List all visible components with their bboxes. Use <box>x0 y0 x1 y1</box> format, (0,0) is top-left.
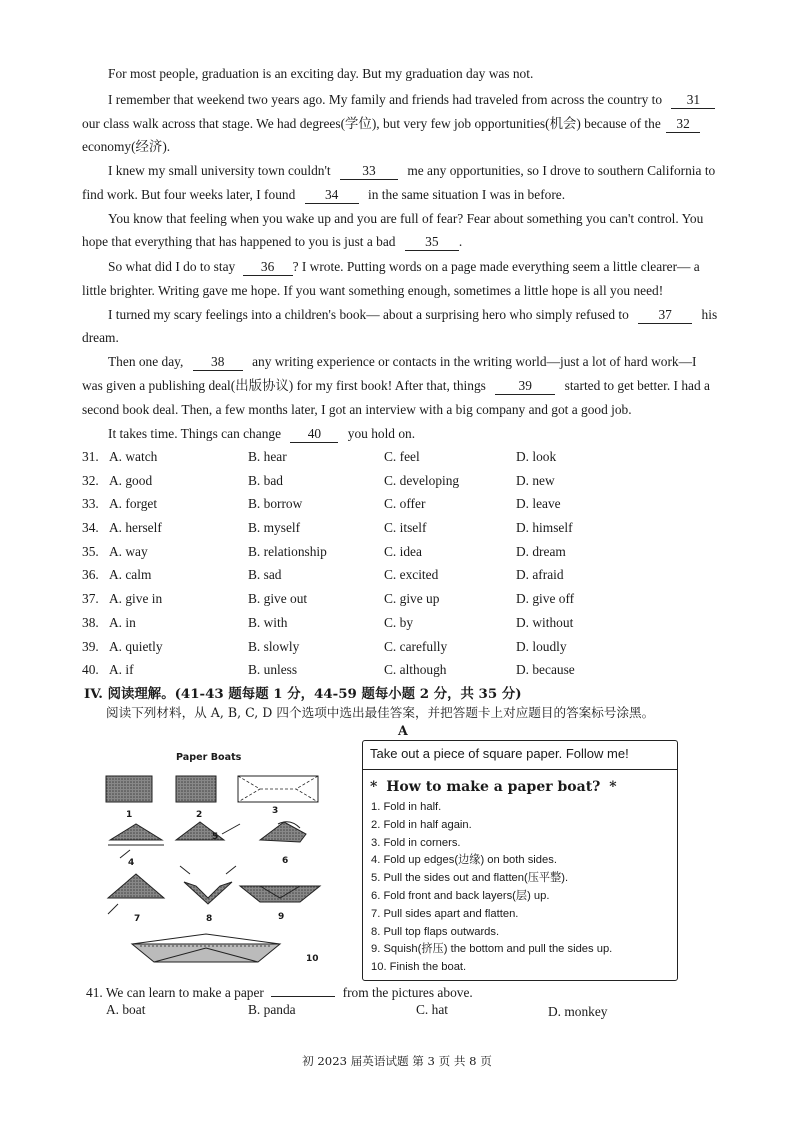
p5-text-c: little brighter. Writing gave me hope. If you want something enough, sometimes a little hope is all you need! <box>82 283 664 298</box>
q41-stem-a: 41. We can learn to make a paper <box>86 985 264 1000</box>
question-number: 35. <box>82 544 99 559</box>
instructions-box <box>362 740 678 981</box>
option-d[interactable]: D. without <box>516 615 574 630</box>
option-a[interactable]: A. calm <box>109 567 152 582</box>
q41-stem-b: from the pictures above. <box>342 985 473 1000</box>
paragraph-2-line-2 <box>82 116 700 133</box>
option-d[interactable]: D. new <box>516 473 555 488</box>
step-number-10: 10 <box>306 954 319 964</box>
option-c[interactable]: C. carefully <box>384 639 448 654</box>
step-10-drawing <box>132 934 280 962</box>
blank-35: 35 <box>405 234 459 251</box>
paragraph-4-line-2 <box>82 234 462 251</box>
paragraph-7-line-2 <box>82 378 710 395</box>
option-a[interactable]: A. watch <box>109 449 158 464</box>
paragraph-3-line-2 <box>82 187 565 204</box>
option-c[interactable]: C. give up <box>384 591 440 606</box>
p1-text: For most people, graduation is an exciting day. But my graduation day was not. <box>108 66 534 81</box>
blank-38: 38 <box>193 354 243 371</box>
paragraph-3-line-1 <box>108 163 715 180</box>
figure-title: Paper Boats <box>176 752 242 763</box>
paragraph-6-line-1 <box>108 307 717 324</box>
step-number-5: 5 <box>212 832 219 842</box>
section-instruction: 阅读下列材料，从 A, B, C, D 四个选项中选出最佳答案，并把答题卡上对应题目的答案标号涂黑。 <box>106 705 655 720</box>
step-6-drawing <box>260 822 306 842</box>
option-b[interactable]: B. sad <box>248 567 282 582</box>
blank-32: 32 <box>666 116 700 133</box>
option-d[interactable]: D. loudly <box>516 639 567 654</box>
step-item: 2. Fold in half again. <box>371 818 472 831</box>
p7-text-e: second book deal. Then, a few months later, I got an interview with a big company and got a good job. <box>82 402 632 417</box>
paragraph-7-line-3 <box>82 402 632 418</box>
option-c[interactable]: C. excited <box>384 567 439 582</box>
option-b[interactable]: B. unless <box>248 662 298 677</box>
question-number: 37. <box>82 591 99 606</box>
step-number-4: 4 <box>128 858 135 868</box>
p8-text-a: It takes time. Things can change <box>108 426 282 441</box>
option-d[interactable]: D. afraid <box>516 567 564 582</box>
question-number: 39. <box>82 639 99 654</box>
option-b[interactable]: B. slowly <box>248 639 300 654</box>
paragraph-5-line-2 <box>82 283 663 299</box>
p5-text-b: ? I wrote. Putting words on a page made everything seem a little clearer— a <box>292 259 700 274</box>
question-number: 33. <box>82 496 99 511</box>
p2-text-a: I remember that weekend two years ago. My family and friends had traveled from across the country to <box>108 92 663 107</box>
step-item: 4. Fold up edges(边缘) on both sides. <box>371 854 557 867</box>
option-b[interactable]: B. hear <box>248 449 287 464</box>
paragraph-5-line-1 <box>108 259 700 276</box>
blank-39: 39 <box>495 378 555 395</box>
paper-boats-figure <box>100 748 340 978</box>
p7-text-c: was given a publishing deal(出版协议) for my first book! After that, things <box>82 378 486 393</box>
option-a[interactable]: A. quietly <box>109 639 163 654</box>
option-a[interactable]: A. forget <box>109 496 158 511</box>
option-b[interactable]: B. bad <box>248 473 283 488</box>
blank-34: 34 <box>305 187 359 204</box>
question-number: 34. <box>82 520 99 535</box>
option-b[interactable]: B. borrow <box>248 496 303 511</box>
paragraph-6-line-2 <box>82 330 119 346</box>
p2-text-b: our class walk across that stage. We had degrees(学位), but very few job opportunities(机会) because of the <box>82 116 661 131</box>
option-d[interactable]: D. himself <box>516 520 573 535</box>
p3-text-b: me any opportunities, so I drove to southern California to <box>407 163 716 178</box>
step-1-drawing <box>106 776 152 802</box>
p3-text-c: find work. But four weeks later, I found <box>82 187 296 202</box>
p4-text-a: You know that feeling when you wake up and you are full of fear? Fear about something you can't control. You <box>108 211 704 226</box>
step-9-drawing <box>240 886 320 902</box>
option-d[interactable]: D. because <box>516 662 575 677</box>
p7-text-d: started to get better. I had a <box>564 378 710 393</box>
step-8-drawing <box>180 866 236 904</box>
step-item: 1. Fold in half. <box>371 801 442 813</box>
paragraph-4-line-1 <box>108 211 703 227</box>
step-number-8: 8 <box>206 914 213 924</box>
option-d[interactable]: D. dream <box>516 544 566 559</box>
option-d[interactable]: D. monkey <box>548 1004 608 1019</box>
paragraph-8 <box>108 426 415 443</box>
step-5-drawing <box>176 822 240 840</box>
step-number-3: 3 <box>272 806 279 816</box>
question-41-stem <box>86 985 473 1001</box>
paragraph-2-line-3 <box>82 139 170 155</box>
star-icon: * <box>609 779 617 795</box>
blank-37: 37 <box>638 307 692 324</box>
passage-label: A <box>398 723 408 738</box>
step-3-drawing <box>238 776 318 802</box>
question-number: 38. <box>82 615 99 630</box>
option-c[interactable]: C. offer <box>384 496 426 511</box>
p6-text-b: his <box>701 307 718 322</box>
p6-text-c: dream. <box>82 330 119 345</box>
option-a[interactable]: A. give in <box>109 591 163 606</box>
option-b[interactable]: B. with <box>248 615 288 630</box>
box-heading-row <box>370 779 617 795</box>
step-item: 5. Pull the sides out and flatten(压平整). <box>371 872 569 885</box>
option-c[interactable]: C. hat <box>416 1002 448 1017</box>
step-item: 7. Pull sides apart and flatten. <box>371 907 519 920</box>
paragraph-7-line-1 <box>108 354 696 371</box>
steps-list <box>371 799 612 977</box>
question-number: 32. <box>82 473 99 488</box>
question-number: 40. <box>82 662 99 677</box>
option-a[interactable]: A. way <box>109 544 148 559</box>
paragraph-2-line-1 <box>108 92 715 109</box>
step-item: 6. Fold front and back layers(层) up. <box>371 889 550 902</box>
blank-33: 33 <box>340 163 398 180</box>
star-icon: * <box>370 779 378 795</box>
step-number-6: 6 <box>282 856 289 866</box>
box-heading: How to make a paper boat? <box>386 779 601 795</box>
step-number-9: 9 <box>278 912 285 922</box>
paragraph-1 <box>108 66 533 82</box>
blank-31: 31 <box>671 92 715 109</box>
option-c[interactable]: C. developing <box>384 473 460 488</box>
question-number: 36. <box>82 567 99 582</box>
step-number-7: 7 <box>134 914 141 924</box>
question-number: 31. <box>82 449 99 464</box>
p3-text-d: in the same situation I was in before. <box>368 187 566 202</box>
step-item: 10. Finish the boat. <box>371 961 467 974</box>
option-a[interactable]: A. herself <box>109 520 162 535</box>
step-item: 9. Squish(挤压) the bottom and pull the sides up. <box>371 943 613 956</box>
step-item: 8. Pull top flaps outwards. <box>371 925 500 938</box>
box-intro: Take out a piece of square paper. Follow me! <box>370 746 629 761</box>
option-c[interactable]: C. by <box>384 615 414 630</box>
p7-text-a: Then one day, <box>108 354 184 369</box>
option-d[interactable]: D. give off <box>516 591 575 606</box>
fold-steps-illustration <box>100 748 340 978</box>
option-c[interactable]: C. idea <box>384 544 422 559</box>
option-c[interactable]: C. although <box>384 662 447 677</box>
step-4-drawing <box>108 824 164 858</box>
option-b[interactable]: B. panda <box>248 1002 296 1017</box>
option-c[interactable]: C. itself <box>384 520 427 535</box>
option-a[interactable]: A. boat <box>106 1002 146 1017</box>
step-item: 3. Fold in corners. <box>371 836 461 849</box>
section-title: IV. 阅读理解。(41-43 题每题 1 分，44-59 题每小题 2 分，共 35 分) <box>84 686 522 702</box>
option-d[interactable]: D. look <box>516 449 557 464</box>
option-a[interactable]: A. in <box>109 615 136 630</box>
blank-36: 36 <box>243 259 293 276</box>
page-footer: 初 2023 届英语试题 第 3 页 共 8 页 <box>302 1054 492 1068</box>
step-2-drawing <box>176 776 216 802</box>
p6-text-a: I turned my scary feelings into a children's book— about a surprising hero who simply refused to <box>108 307 629 322</box>
step-number-2: 2 <box>196 810 203 820</box>
option-a[interactable]: A. good <box>109 473 153 488</box>
option-b[interactable]: B. give out <box>248 591 308 606</box>
step-7-drawing <box>108 874 164 914</box>
p8-text-b: you hold on. <box>347 426 416 441</box>
p2-text-c: economy(经济). <box>82 139 171 154</box>
option-b[interactable]: B. myself <box>248 520 301 535</box>
p4-text-b: hope that everything that has happened to you is just a bad <box>82 234 396 249</box>
p3-text-a: I knew my small university town couldn't <box>108 163 331 178</box>
blank-41 <box>271 996 335 997</box>
option-d[interactable]: D. leave <box>516 496 561 511</box>
step-number-1: 1 <box>126 810 133 820</box>
box-divider <box>363 769 677 770</box>
p4-text-c: . <box>458 234 463 249</box>
option-c[interactable]: C. feel <box>384 449 420 464</box>
option-a[interactable]: A. if <box>109 662 134 677</box>
p7-text-b: any writing experience or contacts in the writing world—just a lot of hard work—I <box>252 354 697 369</box>
option-b[interactable]: B. relationship <box>248 544 327 559</box>
p5-text-a: So what did I do to stay <box>108 259 236 274</box>
blank-40: 40 <box>290 426 338 443</box>
